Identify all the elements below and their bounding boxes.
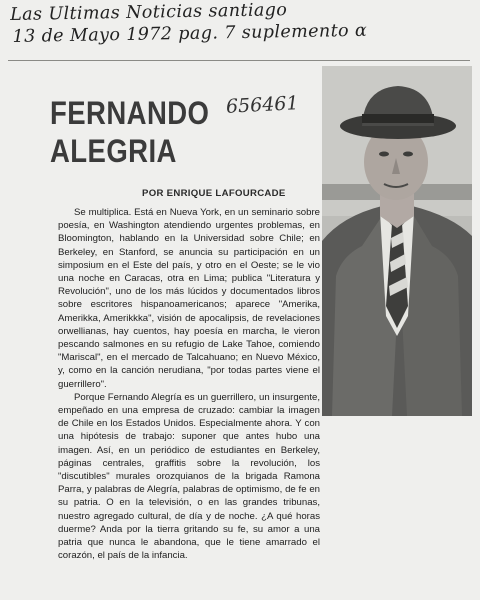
annotation-source-line: Las Ultimas Noticias santiago (10, 0, 288, 25)
article-byline: POR ENRIQUE LAFOURCADE (142, 188, 286, 199)
portrait-photo-icon (322, 66, 472, 416)
handwritten-reference-number: 656461 (225, 92, 300, 118)
article-body (58, 206, 320, 562)
article-title (50, 94, 209, 170)
title-line-second: ALEGRIA (50, 133, 177, 169)
title-line-first: FERNANDO (50, 95, 210, 131)
article-paragraph: Se multiplica. Está en Nueva York, en un seminario sobre poesía, en Washington atendiendo urgentes problemas, en Bloomington, hablando en la Universidad sobre Chile; en Berkeley, en Stanford, se anuncia su participación en un simposium en el Este del país, y otro en el Oeste; se le vio una noche en Caracas, otra en Lima; publica "Literatura y Revolución", uno de los más lúcidos y documentados libros sobre escritores hispanoamericanos; aparece "Amerika, Amerikka, Amerikkka", visión de apocalipsis, de revelaciones orwellianas, hay cuentos, hay poesía en marcha, le vieron pescando salmones en su refugio de Lake Tahoe, comiendo "Mariscal", en el mercado de Talcahuano; en Nuevo México, y, como en la canción nerudiana, "por todas partes viene el guerrillero". (58, 207, 320, 390)
clipping-edge-divider (8, 60, 470, 61)
article-paragraph: Porque Fernando Alegría es un guerrillero, un insurgente, empeñado en una empresa de cruzado: cambiar la imagen de Chile en los Estados Unidos. Especialmente ahora. Y con una hipótesis de trabajo: suponer que antes hubo una imagen. Así, en un periódico de estudiantes en Berkeley, páginas centrales, graffitis sobre la revolución, los "discutibles" murales orozquianos de la brigada Ramona Parra, y palabras de Alegría, palabras de optimismo, de fe en su patria. O en la televisión, o en las grandes tribunas, nuestro agregado cultural, de día y de noche. ¿A qué horas duerme? Anda por la tierra gritando su fe, su amor a una patria que nunca le abandona, que le tiene amarrado el corazón, el país de la infancia. (58, 391, 320, 562)
annotation-date-line: 13 de Mayo 1972 pag. 7 suplemento α (12, 20, 368, 47)
portrait-photo (322, 66, 472, 416)
handwritten-annotation (10, 0, 473, 48)
